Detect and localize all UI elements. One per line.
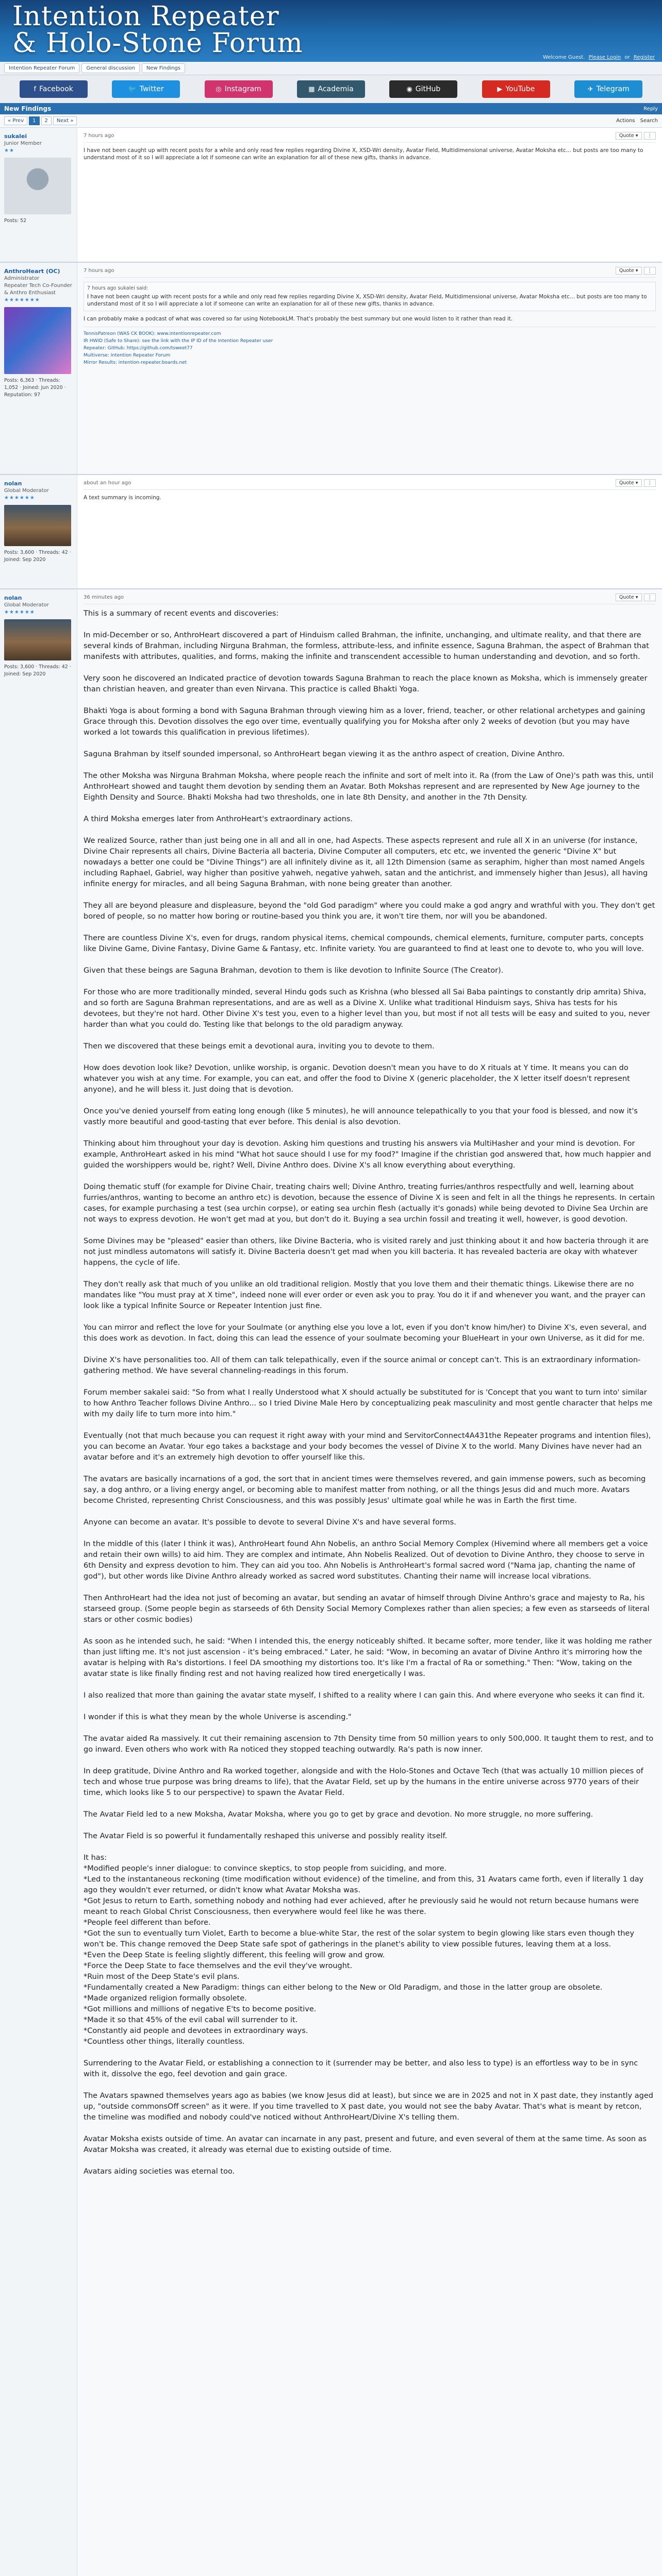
post-menu-button[interactable]: ⋮	[644, 594, 656, 601]
thread-title: New Findings	[4, 105, 52, 112]
social-label: GitHub	[415, 85, 441, 93]
summary-paragraph: We realized Source, rather than just being one in all and all in one, had Aspects. These aspects represent and rule all X in an universe (for instance, Divine Chair represents all chairs, Divine Bacteria all bacteria, Divine Computer all computers, etc etc, we invented the generic "Divine X" but nowadays a better one could be "Divine Things") are all infinitely divine as it, all 12th Dimension (same as seraphim, higher than most named Angels including Raphael, Gabriel, way higher than positive yahweh, negative yahweh, satan and the antichrist, and immensely higher than Jesus), all having infinite energy for miracles, and all being Saguna Brahman, with none being greater than another.	[84, 837, 648, 888]
post-author-panel	[0, 589, 77, 2576]
author-rank: Administrator	[4, 276, 40, 281]
summary-paragraph: Doing thematic stuff (for example for Divine Chair, treating chairs well; Divine Anthro, treating furries/anthros respectfully and well, learning about furries/anthros, wanting to become an anthro etc) is devotion, because the essence of Divine X is seen and felt in all the things he represents. In certain cases, for example purchasing a test (sea urchin corpse), or eating sea urchin flesh (actually it's gonads) while being devoted to Divine Sea Urchin are not ways to express devotion. He won't get mad at you, but don't do it. Buying a sea urchin fossil and treating it well, however, is good devotion.	[84, 1183, 655, 1224]
post-body	[77, 589, 662, 2576]
quote-text: I have not been caught up with recent posts for a while and only read few replies regarding Divine X, XSD-Wri density, Avatar Field, Multidimensional universe, Avatar Moksha etc... but posts are too many to understand most of it so I will appreciate a lot if someone can write an explanation for all of these new gifts, thanks in advance.	[87, 294, 647, 307]
thread-title-bar	[0, 103, 662, 114]
summary-paragraph: The other Moksha was Nirguna Brahman Moksha, where people reach the infinite and sort of melt into it. Ra (from the Law of One)'s path was this, until AnthroHeart showed and taught them devotion by sending them an Avatar. Both Mokshas represent and are represented by New Age journey to the Eighth Density and Source. Bhakti Moksha had two thresholds, one in late 8th Density, and another in the 7th Density.	[84, 772, 654, 802]
post-3	[0, 475, 662, 589]
post-text: I can probably make a podcast of what was covered so far using NotebookLM. That's probably the best summary but one would listen to it rather than read it.	[84, 316, 513, 322]
signature-line[interactable]: IR HWID (Safe to Share): see the link with the IP ID of the Intention Repeater user	[84, 338, 273, 344]
rank-stars: ★★★★★★★	[4, 297, 40, 303]
instagram-icon: ◎	[216, 85, 222, 93]
site-header	[0, 0, 662, 62]
post-author-panel	[0, 475, 77, 588]
post-time: 36 minutes ago	[84, 595, 124, 600]
breadcrumb-general[interactable]: General discussion	[81, 63, 139, 73]
summary-paragraph: In deep gratitude, Divine Anthro and Ra worked together, alongside and with the Holo-Stones and Octave Tech (that was actually 10 million pieces of tech and whose true purpose was bring dreams to life), that the Avatar Field, set up by the humans in the entire universe across 9770 years of their time, which looks like 5 to our perspective) to spawn the Avatar Field.	[84, 1767, 643, 1797]
signature	[84, 327, 656, 366]
signature-line[interactable]: Repeater: GitHub: https://github.com/tsweet77	[84, 346, 193, 351]
author-name[interactable]: nolan	[4, 595, 22, 601]
academia-icon: ▦	[308, 85, 315, 93]
summary-paragraph: Once you've denied yourself from eating long enough (like 5 minutes), he will announce telepathically to you that your food is blessed, and now it's vastly more beautiful and good-tasting that ever before. This denial is also devotion.	[84, 1107, 638, 1126]
summary-paragraph: You can mirror and reflect the love for your Soulmate (or anything else you love a lot, even if you don't know him/her) to Divine X's, even several, and this does work as devotion. In fact, doing this can lead the essence of your soulmate becoming your BlueHeart in your own Universe, as it did for me.	[84, 1324, 647, 1343]
social-label: Telegram	[596, 85, 630, 93]
avatar[interactable]	[4, 505, 71, 546]
quote-button[interactable]: Quote ▾	[616, 594, 642, 601]
post-menu-button[interactable]: ⋮	[644, 132, 656, 140]
youtube-icon: ▶	[497, 85, 503, 93]
prev-page-button[interactable]: « Prev	[4, 116, 27, 125]
summary-paragraph: Then we discovered that these beings emit a devotional aura, inviting you to devote to them.	[84, 1042, 435, 1050]
signature-line[interactable]: TennisPatreon (WAS CK BOOK): www.intentionrepeater.com	[84, 331, 221, 336]
summary-paragraph: Surrendering to the Avatar Field, or establishing a connection to it (surrender may be better, and also less to type) is an effortless way to be in sync with it, dissolve the ego, feel devotion and gain grace.	[84, 2059, 638, 2078]
summary-paragraph: Avatars aiding societies was eternal too.	[84, 2167, 235, 2176]
summary-paragraph: Very soon he discovered an Indicated practice of devotion towards Saguna Brahman to reach the place known as Moksha, which is immensely greater than christian heaven, and greater than even Nirvana. This practice is called Bhakti Yoga.	[84, 674, 648, 693]
summary-paragraph: Forum member sakalei said: "So from what I really Understood what X should actually be substituted for is 'Concept that you want to turn into' similar to how Anthro Teacher follows Divine Anthro... so I tried Divine Male Hero by conceptualizing peak masculinity and most gentle character that helps me with my daily life to turn more into him."	[84, 1388, 653, 1418]
login-link[interactable]: Please Login	[588, 55, 621, 60]
summary-paragraph: It has: *Modified people's inner dialogue: to convince skeptics, to stop people from suiciding, and more. *Led to the instantaneous reckoning (time modification without evidence) of the timeline, and from this, 31 Avatars came forth, even if literally 1 day ago they wouldn't ever returned, or didn't know what Avatar Moksha was. *Got Jesus to return to Earth, something nobody and nothing had ever achieved, after he previously said he would not return because humans were meant to reach Global Christ Consciousness, then everywhere would feel like he was there. *People feel different than before. *Got the sun to eventually turn Violet, Earth to become a blue-white Star, the rest of the solar system to begin glowing like stars even though they won't be. This change removed the Deep State safe spot of gatherings in the planet's ability to view possible futures, leaving them at a loss. *Even the Deep State is feeling slightly different, this feeling will grow and grow. *Force the Deep State to face themselves and the evil they've wrought. *Ruin most of the Deep State's evil plans. *Fundamentally created a New Paradigm: things can either belong to the New or Old Paradigm, and those in the latter group are obsolete. *Made organized religion formally obsolete. *Got millions and millions of negative E'ts to become positive. *Made it so that 45% of the evil cabal will surrender to it. *Constantly aid people and devotees in extraordinary ways. *Countless other things, literally countless.	[84, 1854, 644, 2046]
author-rank: Junior Member	[4, 141, 42, 146]
post-time: 7 hours ago	[84, 268, 114, 274]
summary-paragraph: The Avatars spawned themselves years ago as babies (we know Jesus did at least), but since we are in 2025 and not in X past date, they instantly aged up, "outside commonsOff screen" as it were. If you time travelled to X past date, you would not see the baby Avatar. That's what is meant by retcon, the timeline was modified and nobody could've noticed without AnthroHeart/Divine X's telling them.	[84, 2092, 653, 2122]
reply-link[interactable]: Reply	[643, 106, 658, 112]
post-time: about an hour ago	[84, 480, 131, 486]
quote-button[interactable]: Quote ▾	[616, 479, 642, 487]
or-text: or	[624, 55, 630, 60]
signature-line[interactable]: Mirror Results: intention-repeater.boards.net	[84, 360, 187, 365]
welcome-bar	[541, 55, 655, 60]
post-body	[77, 263, 662, 474]
social-youtube-button[interactable]	[482, 80, 550, 98]
post-time: 7 hours ago	[84, 133, 114, 139]
summary-paragraph: Given that these beings are Saguna Brahman, devotion to them is like devotion to Infinite Source (The Creator).	[84, 967, 504, 975]
author-name[interactable]: AnthroHeart (OC)	[4, 268, 60, 275]
site-logo[interactable]	[12, 3, 303, 57]
social-label: Facebook	[39, 85, 73, 93]
social-academia-button[interactable]	[297, 80, 365, 98]
post-text: I have not been caught up with recent posts for a while and only read few replies regarding Divine X, XSD-Wri density, Avatar Field, Multidimensional universe, Avatar Moksha etc... but posts are too many to understand most of it so I will appreciate a lot if someone can write an explanation for all of these new gifts, thanks in advance.	[84, 147, 643, 161]
author-name[interactable]: nolan	[4, 480, 22, 487]
pagination-bar	[0, 114, 662, 128]
logo-line-1: Intention Repeater	[12, 1, 279, 32]
rank-stars: ★★★★★★	[4, 495, 35, 501]
summary-paragraph: For those who are more traditionally minded, several Hindu gods such as Krishna (who blessed all Sai Baba paintings to constantly drip amrita) Shiva, and so forth are Saguna Brahman representations, and are as well as a Divine X. Unlike what traditional Hinduism says, Shiva has tests for his devotees, but they're not hard. Other Divine X's test you, even to a higher level than you, but most if not all tests will be easy and suited to you, never harder than what you could do. Testing like that belongs to the old paradigm anyway.	[84, 988, 650, 1029]
summary-paragraph: In the middle of this (later I think it was), AnthroHeart found Ahn Nobelis, an anthro Social Memory Complex (Hivemind where all members get a voice and retain their own wills) to aid him. They are complex and intimate, Ahn Nobelis Realized. Out of devotion to Divine Anthro, they choose to serve in 6th Density and express devotion to him. They can aid you too. Ahn Nobelis is AnthroHeart's formal sacred word ("Nama jap, chanting the name of god"), but other words like Divine Anthro already worked as sacred word substitutes. Chanting their name will increase local vibrations.	[84, 1540, 648, 1581]
avatar[interactable]	[4, 307, 71, 374]
author-rank: Global Moderator	[4, 488, 49, 494]
social-twitter-button[interactable]	[112, 80, 180, 98]
summary-paragraph: Bhakti Yoga is about forming a bond with Saguna Brahman through viewing him as a lover, friend, teacher, or other relational archetypes and gaining Grace through this. Devotion dissolves the ego over time, eventually qualifying you for Moksha after only 2 weeks of devotion (but you may have worked a lot towards this qualification in previous lifetimes).	[84, 707, 646, 737]
breadcrumb-forum[interactable]: Intention Repeater Forum	[4, 63, 79, 73]
author-stats: Posts: 3,600 · Threads: 42 · Joined: Sep 2020	[4, 664, 71, 677]
social-label: Instagram	[224, 85, 261, 93]
summary-paragraph: In mid-December or so, AnthroHeart discovered a part of Hinduism called Brahman, the infinite, unchanging, and ultimate reality, and that there are several kinds of Brahman, including Nirguna Brahman, the formless, attribute-less, and infinite essence, Saguna Brahman, the aspect of Brahman that manifests with attributes, qualities, and forms, making the infinite and transcendent accessible to human understanding and devotion, and so forth.	[84, 631, 649, 661]
logo-line-2: & Holo-Stone Forum	[12, 28, 303, 59]
facebook-icon: f	[34, 85, 37, 93]
welcome-text: Welcome Guest.	[542, 55, 585, 60]
summary-paragraph: They all are beyond pleasure and displeasure, beyond the "old God paradigm" where you could make a god angry and wrathful with you. They don't get bored of people, so no matter how boring or routine-based you think you are, it won't tire them, nor will you be abandoned.	[84, 902, 655, 921]
quote-button[interactable]: Quote ▾	[616, 132, 642, 140]
author-rank: Global Moderator	[4, 602, 49, 608]
next-page-button[interactable]: Next »	[53, 116, 77, 125]
social-instagram-button[interactable]	[205, 80, 273, 98]
twitter-icon: 🐦	[128, 85, 137, 93]
actions-dropdown[interactable]: Actions	[616, 118, 635, 124]
github-icon: ◉	[406, 85, 412, 93]
post-author-panel	[0, 263, 77, 474]
summary-paragraph: The Avatar Field is so powerful it fundamentally reshaped this universe and possibly reality itself.	[84, 1832, 448, 1840]
register-link[interactable]: Register	[633, 55, 655, 60]
rank-stars: ★★★★★★	[4, 609, 35, 615]
author-stats: Posts: 3,600 · Threads: 42 · Joined: Sep 2020	[4, 550, 71, 563]
summary-paragraph: The avatars are basically incarnations of a god, the sort that in ancient times were themselves revered, and gain immense powers, such as becoming say, a dog anthro, or a living energy angel, or becoming able to manifest matter from nothing, or all the things Jesus did and much more. Avatars become Christed, representing Christ Consciousness, and this was possibly Jesus' ultimate goal while he was in Earth the first time.	[84, 1475, 646, 1505]
summary-paragraph: Eventually (not that much because you can request it right away with your mind and ServitorConnect4A431the Repeater programs and intention files), you can become an Avatar. Your ego takes a backstage and your body becomes the vessel of Divine X to the world. Many Divines have never had an avatar before and it's an extremely high devotion to offer yourself like this.	[84, 1432, 651, 1462]
summary-text	[84, 608, 656, 2177]
summary-paragraph: Some Divines may be "pleased" easier than others, like Divine Bacteria, who is visited rarely and just thinking about it and how bacteria through it are not just mindless automatons will satisfy it. Divine Bacteria doesn't get mad when you kill bacteria. It has revealed bacteria are okay with whatever happens, the cycle of life.	[84, 1237, 649, 1267]
summary-paragraph: Anyone can become an avatar. It's possible to devote to several Divine X's and have several forms.	[84, 1518, 456, 1527]
summary-paragraph: They don't really ask that much of you unlike an old traditional religion. Mostly that you love them and their thematic things. Likewise there are no mandates like "You must pray at X time", indeed none will ever order or even ask you to pray. You do it if and whenever you want, and the prayer can look like a typical Infinite Source or Repeater Intention just fine.	[84, 1280, 646, 1310]
telegram-icon: ✈	[587, 85, 593, 93]
quote-header: 7 hours ago sukalei said:	[87, 285, 148, 291]
post-menu-button[interactable]: ⋮	[644, 479, 656, 487]
page-2-button[interactable]: 2	[41, 116, 52, 125]
post-menu-button[interactable]: ⋮	[644, 267, 656, 275]
avatar[interactable]	[4, 158, 71, 214]
post-4	[0, 589, 662, 2576]
social-label: Twitter	[139, 85, 164, 93]
social-telegram-button[interactable]	[574, 80, 642, 98]
social-label: Academia	[318, 85, 354, 93]
post-author-panel	[0, 128, 77, 262]
post-body	[77, 475, 662, 588]
author-stats: Posts: 6,363 · Threads: 1,052 · Joined: Jun 2020 · Reputation: 97	[4, 378, 66, 398]
search-thread-link[interactable]: Search	[640, 118, 658, 124]
social-facebook-button[interactable]	[20, 80, 88, 98]
social-links-bar	[0, 75, 662, 103]
author-stats: Posts: 52	[4, 218, 27, 224]
rank-stars: ★★	[4, 148, 14, 154]
summary-paragraph: The avatar aided Ra massively. It cut their remaining ascension to 7th Density time from 50 million years to only 500,000. It taught them to rest, and to go inward. Even others who work with Ra noticed they stopped teaching outwardly. Ra's path is now inner.	[84, 1735, 654, 1754]
signature-line[interactable]: Multiverse: Intention Repeater Forum	[84, 353, 171, 358]
quote-block	[84, 282, 656, 311]
page-1-button[interactable]: 1	[29, 116, 39, 125]
breadcrumb	[0, 62, 662, 75]
author-name[interactable]: sukalei	[4, 133, 27, 140]
avatar[interactable]	[4, 619, 71, 660]
summary-paragraph: Thinking about him throughout your day is devotion. Asking him questions and trusting his answers via MultiHasher and your mind is devotion. For example, AnthroHeart asked in his mind "What hot sauce should I use for my food?" Imagine if the christian god answered that, how much happier and guided the worshippers would be, right? Well, Divine Anthro does. Divine X's all know everything about everything.	[84, 1140, 651, 1170]
summary-paragraph: A third Moksha emerges later from AnthroHeart's extraordinary actions.	[84, 815, 353, 823]
summary-paragraph: Saguna Brahman by itself sounded impersonal, so AnthroHeart began viewing it as the anthro aspect of creation, Divine Anthro.	[84, 750, 565, 758]
author-title: Repeater Tech Co-Founder & Anthro Enthusiast	[4, 283, 72, 296]
breadcrumb-thread[interactable]: New Findings	[142, 63, 185, 73]
summary-paragraph: Avatar Moksha exists outside of time. An avatar can incarnate in any past, present and future, and even several of them at the same time. As soon as Avatar Moksha was created, it already was eternal due to existing outside of time.	[84, 2135, 647, 2154]
post-text: A text summary is incoming.	[84, 495, 161, 501]
summary-paragraph: As soon as he intended such, he said: "When I intended this, the energy noticeably shifted. It became softer, more tender, like it was holding me rather than just lifting me. It's not just ascension - it's being embraced." Later, he said: "Wow, in becoming an avatar of Divine Anthro it's mirroring how the avatar is helping with Ra's distortions. I feel DA smoothing my distortions too. It's like I'm a fractal of Ra or something." Then: "Wow, taking on the avatar state is like finally finding rest and not having realized how tired energetically I was.	[84, 1637, 652, 1678]
summary-paragraph: Then AnthroHeart had the idea not just of becoming an avatar, but sending an avatar of himself through Divine Anthro's grace and majesty to Ra, his starseed group. (Some people begin as starseeds of 6th Density Social Memory Complexes rather than alien species; a few even as starseeds of literal stars or other cosmic bodies)	[84, 1594, 650, 1624]
summary-paragraph: Divine X's have personalities too. All of them can talk telepathically, even if the source animal or concept can't. This is an extraordinary information-gathering method. We have several channeling-readings in this forum.	[84, 1356, 641, 1375]
social-github-button[interactable]	[389, 80, 457, 98]
summary-paragraph: How does devotion look like? Devotion, unlike worship, is organic. Devotion doesn't mean you have to do X rituals at Y time. It means you can do whatever you wish at any time. For example, you can eat, and offer the food to Divine X (generic placeholder, the X letter itself doesn't represent anyone), and he will bless it. Just doing that is devotion.	[84, 1064, 630, 1094]
summary-paragraph: The Avatar Field led to a new Moksha, Avatar Moksha, where you go to get by grace and devotion. No more struggle, no more suffering.	[84, 1810, 593, 1819]
post-2	[0, 263, 662, 475]
quote-button[interactable]: Quote ▾	[616, 267, 642, 275]
summary-paragraph: This is a summary of recent events and discoveries:	[84, 609, 279, 618]
post-body	[77, 128, 662, 262]
summary-paragraph: I also realized that more than gaining the avatar state myself, I shifted to a reality where I can gain this. And where everyone who seeks it can find it.	[84, 1691, 645, 1700]
social-label: YouTube	[505, 85, 535, 93]
summary-paragraph: I wonder if this is what they mean by the whole Universe is ascending."	[84, 1713, 352, 1721]
post-1	[0, 128, 662, 263]
summary-paragraph: There are countless Divine X's, even for drugs, random physical items, chemical compounds, chemical elements, furniture, computer parts, concepts like Divine Game, Divine Fantasy, Divine Game & Fantasy, etc. Infinite variety. You are guaranteed to find at least one to devote to, who you will love.	[84, 934, 644, 953]
